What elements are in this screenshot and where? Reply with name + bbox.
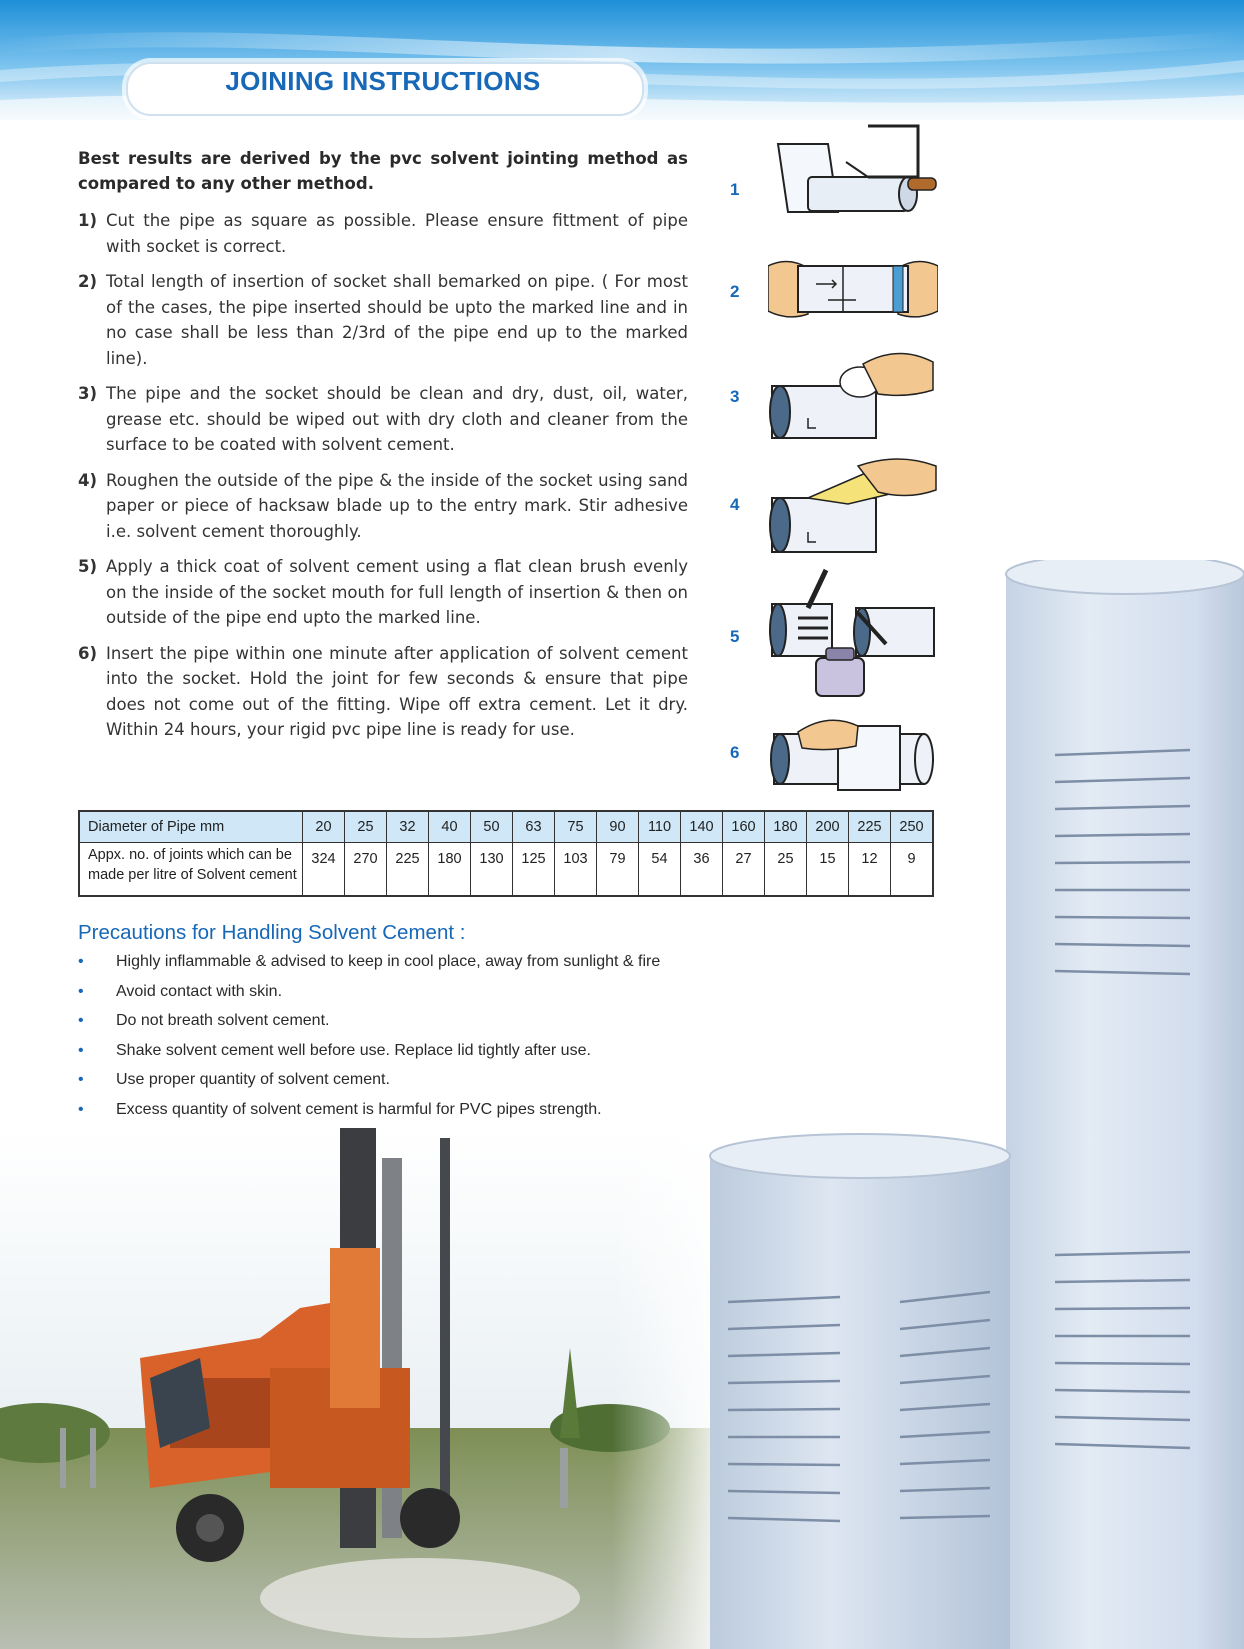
diameter-cell: 250 [891,811,934,843]
joints-cell: 12 [849,843,891,897]
pvc-pipes-image [700,560,1244,1649]
joints-cell: 130 [471,843,513,897]
precaution-text: Highly inflammable & advised to keep in cool place, away from sunlight & fire [116,953,661,970]
diameter-cell: 225 [849,811,891,843]
diameter-cell: 32 [387,811,429,843]
bullet-icon: • [78,953,84,970]
diameter-cell: 180 [765,811,807,843]
list-item [78,1012,660,1042]
bullet-icon: • [78,1100,84,1118]
joints-cell: 25 [765,843,807,897]
sanding-pipe-illustration [768,452,938,557]
step-text: Cut the pipe as square as possible. Please ensure fittment of pipe with socket is correct. [106,211,688,256]
step-item [78,208,688,259]
intro-text: Best results are derived by the pvc solvent jointing method as compared to any other method. [78,149,688,193]
joints-cell: 15 [807,843,849,897]
table-row-label [79,843,303,897]
diameter-cell: 40 [429,811,471,843]
page-title: JOINING INSTRUCTIONS [225,66,541,96]
step-number: 2) [78,272,98,291]
precautions-title: Precautions for Handling Solvent Cement : [78,921,466,944]
step-number: 6) [78,643,98,663]
list-item [78,1071,660,1101]
bullet-icon: • [78,1012,84,1029]
diameter-cell: 50 [471,811,513,843]
illustration-number: 1 [730,180,740,199]
step-item [78,641,688,743]
joints-cell: 180 [429,843,471,897]
joints-cell: 225 [387,843,429,897]
step-item [78,468,688,545]
diameter-cell: 200 [807,811,849,843]
step-text: Roughen the outside of the pipe & the inside of the socket using sand paper or piece of hacksaw blade up to the entry mark. Stir adhesive i.e. solvent cement thoroughly. [106,470,688,541]
bullet-icon: • [78,1071,84,1088]
precaution-text: Avoid contact with skin. [116,982,283,1000]
drilling-rig-photo [0,1128,720,1649]
step-text: Total length of insertion of socket shall bemarked on pipe. ( For most of the cases, the pipe inserted should be upto the marked line and in no case shall be less than 2/3rd of the pipe end up to the marked line). [106,272,688,368]
diameter-cell: 140 [681,811,723,843]
step-number: 4) [78,470,98,490]
list-item [78,953,660,983]
diameter-cell: 25 [345,811,387,843]
step-text: The pipe and the socket should be clean and dry, dust, oil, water, grease etc. should be wiped out with dry cloth and cleaner from the surface to be coated with solvent cement. [106,384,688,454]
joints-cell: 36 [681,843,723,897]
hacksaw-cut-illustration [768,122,948,232]
steps-list [78,208,688,753]
joints-cell: 125 [513,843,555,897]
illustration-number: 4 [730,495,740,514]
illustration-number: 5 [730,627,740,646]
step-number: 3) [78,384,98,403]
joints-cell: 9 [891,843,934,897]
precaution-text: Excess quantity of solvent cement is harmful for PVC pipes strength. [116,1100,602,1118]
joints-cell: 79 [597,843,639,897]
step-item [78,554,688,631]
step-item [78,381,688,458]
bullet-icon: • [78,982,84,1000]
precaution-text: Do not breath solvent cement. [116,1012,330,1029]
marking-pipe-illustration [768,256,938,321]
joints-cell: 324 [303,843,345,897]
list-item [78,983,660,1013]
cleaning-pipe-illustration [768,344,938,444]
table-row-label: Diameter of Pipe mm [79,811,303,843]
illustration-number: 3 [730,387,740,406]
step-text: Apply a thick coat of solvent cement using a flat clean brush evenly on the inside of the socket mouth for full length of insertion & then on outside of the pipe end upto the marked line. [106,557,688,627]
joints-cell: 270 [345,843,387,897]
bullet-icon: • [78,1041,84,1059]
list-item [78,1042,660,1072]
diameter-cell: 160 [723,811,765,843]
diameter-cell: 20 [303,811,345,843]
joints-cell: 27 [723,843,765,897]
step-number: 5) [78,557,98,576]
illustration-number: 2 [730,282,740,301]
list-item [78,1101,660,1131]
precautions-list [78,953,660,1130]
precaution-text: Shake solvent cement well before use. Replace lid tightly after use. [116,1041,591,1059]
illustration-number: 6 [730,743,740,762]
step-item [78,269,688,371]
diameter-cell: 110 [639,811,681,843]
label-line: Appx. no. of joints which can be [88,847,292,863]
label-line: made per litre of Solvent cement [88,867,297,883]
joints-cell: 103 [555,843,597,897]
precaution-text: Use proper quantity of solvent cement. [116,1071,390,1088]
diameter-cell: 75 [555,811,597,843]
diameter-cell: 63 [513,811,555,843]
diameter-cell: 90 [597,811,639,843]
step-number: 1) [78,211,98,230]
joints-cell: 54 [639,843,681,897]
step-text: Insert the pipe within one minute after application of solvent cement into the socket. Hold the joint for few seconds & ensure that pipe does not come out of the fitting. Wipe off extra cement. Let it dry. Within 24 hours, your rigid pvc pipe line is ready for use. [106,643,688,739]
